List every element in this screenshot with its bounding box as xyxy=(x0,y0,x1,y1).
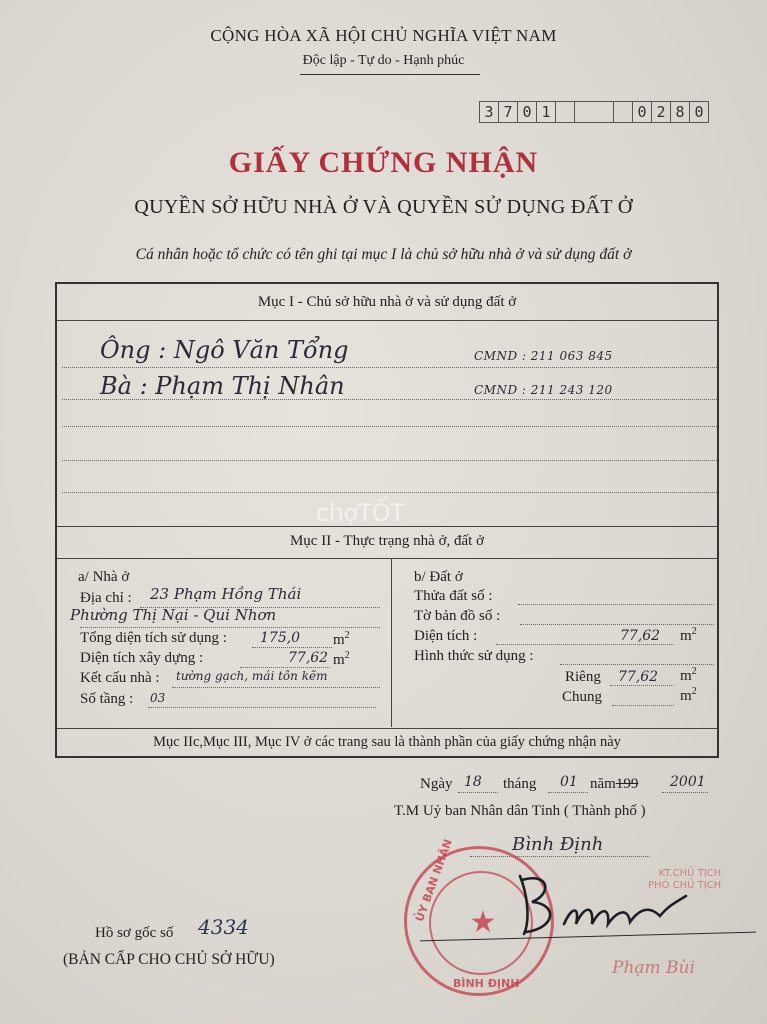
section2-heading: Mục II - Thực trạng nhà ở, đất ở xyxy=(289,533,485,549)
dotted-line xyxy=(518,604,714,605)
structure-label: Kết cấu nhà : xyxy=(80,670,160,686)
shared-area-unit: $m^2$ xyxy=(680,686,697,704)
dotted-line xyxy=(62,426,717,427)
certificate-title: GIẤY CHỨNG NHẬN xyxy=(228,146,539,179)
dotted-line xyxy=(252,647,332,648)
province-name: Bình Định xyxy=(512,834,604,855)
seal-text-bottom: BÌNH ĐỊNH xyxy=(453,977,520,990)
certificate-subtitle: QUYỀN SỞ HỮU NHÀ Ở VÀ QUYỀN SỬ DỤNG ĐẤT Ở xyxy=(134,196,633,218)
parcel-label: Thửa đất số : xyxy=(414,588,493,604)
serial-number-box xyxy=(480,101,709,123)
dotted-line xyxy=(612,705,674,706)
section2-divider xyxy=(57,558,718,559)
address-label: Địa chỉ : xyxy=(80,590,132,606)
serial-digit: 0 xyxy=(632,101,652,123)
dotted-line xyxy=(62,492,717,493)
private-label: Riêng xyxy=(565,669,601,685)
dotted-line xyxy=(496,644,674,645)
dotted-line xyxy=(172,687,380,688)
seal-text-left: ỦY BAN NHÂN xyxy=(413,837,455,924)
map-sheet-label: Tờ bản đồ số : xyxy=(414,608,501,624)
date-year: 2001 xyxy=(670,774,706,790)
serial-digit: 8 xyxy=(670,101,690,123)
private-area-value: 77,62 xyxy=(618,669,659,685)
dotted-line xyxy=(240,667,330,668)
owner-1-name: Ông : Ngô Văn Tổng xyxy=(100,336,349,364)
section2-column-divider xyxy=(391,559,392,727)
national-motto: Độc lập - Tự do - Hạnh phúc xyxy=(302,53,465,68)
serial-empty-cell xyxy=(613,101,633,123)
dotted-line xyxy=(662,792,708,793)
dossier-label: Hồ sơ gốc số xyxy=(95,925,174,941)
copy-for-owner-note: (BẢN CẤP CHO CHỦ SỞ HỮU) xyxy=(63,951,275,968)
usage-label: Hình thức sử dụng : xyxy=(414,648,534,664)
total-area-value: 175,0 xyxy=(260,630,301,646)
address-line-1: 23 Phạm Hồng Thái xyxy=(150,585,302,603)
floors-label: Số tầng : xyxy=(80,691,134,707)
dotted-line xyxy=(62,460,717,461)
dotted-line xyxy=(548,792,588,793)
serial-gap xyxy=(574,101,614,123)
national-title: CỘNG HÒA XÃ HỘI CHỦ NGHĨA VIỆT NAM xyxy=(210,26,557,45)
signer-name: Phạm Bùi xyxy=(612,958,695,978)
motto-underline xyxy=(300,74,480,75)
section1-divider xyxy=(57,320,718,321)
serial-digit: 1 xyxy=(536,101,556,123)
build-area-label: Diện tích xây dựng : xyxy=(80,650,204,666)
section1-heading: Mục I - Chủ sở hữu nhà ở và sử dụng đất ở xyxy=(257,294,517,310)
serial-digit: 3 xyxy=(479,101,499,123)
private-area-unit: $m^2$ xyxy=(680,666,697,684)
build-area-unit: $m^2$ xyxy=(333,650,350,668)
land-heading: b/ Đất ở xyxy=(414,569,463,585)
owner-2-name: Bà : Phạm Thị Nhân xyxy=(100,372,345,400)
section2-top-divider xyxy=(57,526,718,527)
build-area-value: 77,62 xyxy=(288,650,329,666)
land-area-unit: $m^2$ xyxy=(680,626,697,644)
footnote-divider xyxy=(57,728,718,729)
dotted-line xyxy=(560,664,714,665)
serial-digit: 7 xyxy=(498,101,518,123)
serial-digit: 0 xyxy=(517,101,537,123)
owner-2-id: CMND : 211 243 120 xyxy=(474,383,613,397)
address-line-2: Phường Thị Nại - Qui Nhơn xyxy=(70,606,277,624)
shared-label: Chung xyxy=(562,689,603,705)
dotted-line xyxy=(148,707,376,708)
dotted-line xyxy=(80,627,380,628)
owner-1-id: CMND : 211 063 845 xyxy=(474,349,613,363)
land-area-label: Diện tích : xyxy=(414,628,478,644)
seal-star-emblem: ★ xyxy=(469,906,497,939)
serial-digit: 0 xyxy=(689,101,709,123)
date-day-label: Ngày xyxy=(420,776,453,792)
footnote-text: Mục IIc,Mục III, Mục IV ở các trang sau là thành phần của giấy chứng nhận này xyxy=(153,734,621,750)
on-behalf-text: T.M Uỷ ban Nhân dân Tỉnh ( Thành phố ) xyxy=(394,803,646,819)
watermark: chợTỐT xyxy=(316,499,405,527)
date-month: 01 xyxy=(560,774,578,790)
dotted-line xyxy=(458,792,498,793)
floors-value: 03 xyxy=(150,691,166,705)
serial-digit: 2 xyxy=(651,101,671,123)
house-heading: a/ Nhà ở xyxy=(78,569,130,585)
dotted-line xyxy=(62,367,717,368)
intro-text: Cá nhân hoặc tổ chức có tên ghi tại mục I là chủ sở hữu nhà ở và sử dụng đất ở xyxy=(135,246,632,263)
date-day: 18 xyxy=(464,774,482,790)
date-year-label: năm199 xyxy=(590,776,639,792)
date-month-label: tháng xyxy=(503,776,537,792)
land-area-value: 77,62 xyxy=(620,628,661,644)
stamp-title: KT.CHỦ TỊCH PHÓ CHỦ TỊCH xyxy=(648,868,722,891)
dotted-line xyxy=(610,685,674,686)
dotted-line xyxy=(520,624,714,625)
dossier-number: 4334 xyxy=(198,915,249,939)
serial-empty-cell xyxy=(555,101,575,123)
total-area-label: Tổng diện tích sử dụng : xyxy=(80,630,227,646)
total-area-unit: $m^2$ xyxy=(333,630,350,648)
structure-value: tường gạch, mái tôn kẽm xyxy=(176,669,328,683)
